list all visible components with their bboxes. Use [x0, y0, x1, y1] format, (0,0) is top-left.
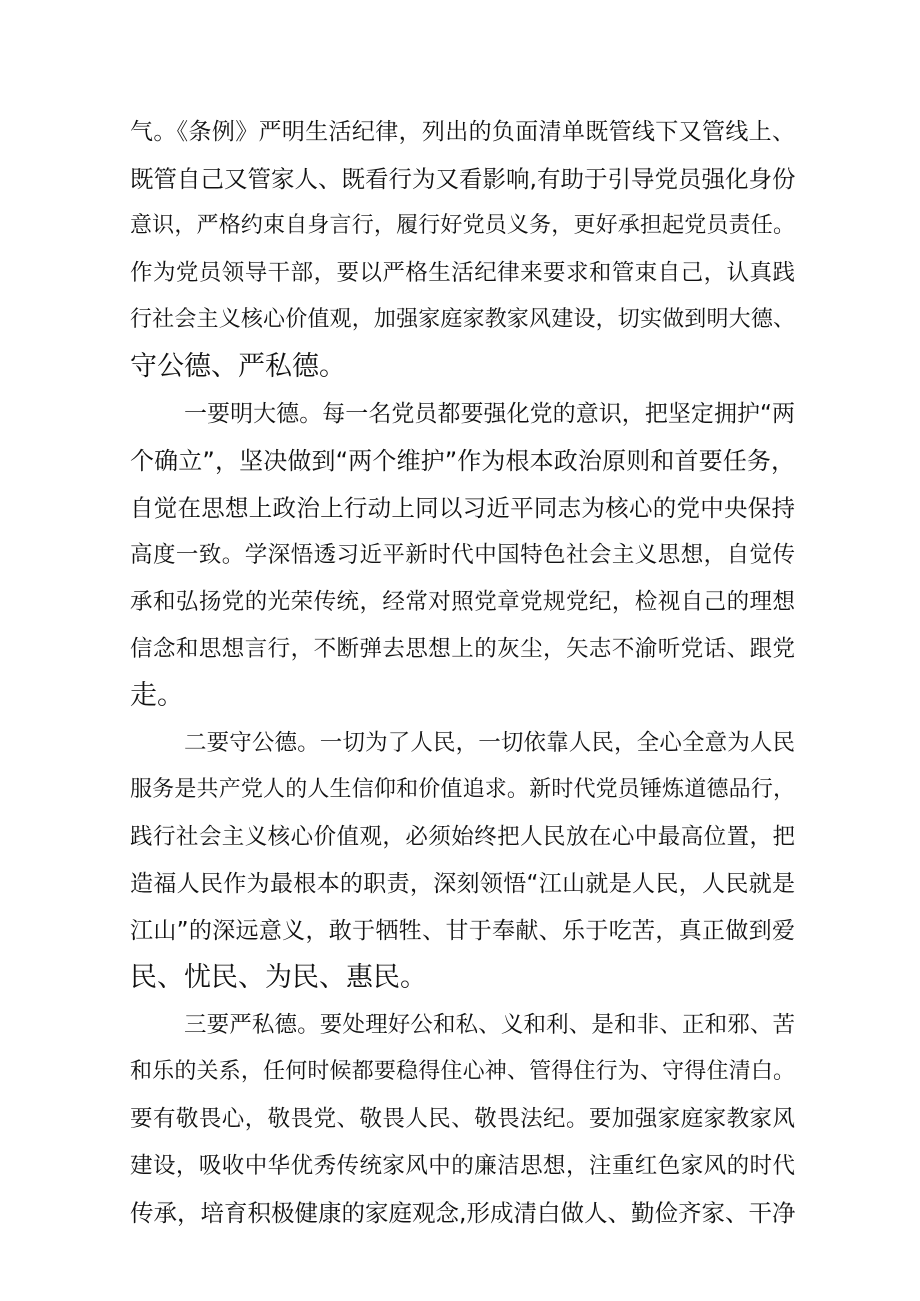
- text-line: 气。《条例》严明生活纪律，列出的负面清单既管线下又管线上、: [130, 119, 795, 145]
- text-line: 作为党员领导干部，要以严格生活纪律来要求和管束自己，认真践: [130, 260, 795, 286]
- text-line: 既管自己又管家人、既看行为又看影响,有助于引导党员强化身份: [130, 165, 796, 193]
- text-line: 信念和思想言行，不断弹去思想上的灰尘，矢志不渝听党话、跟党: [130, 636, 795, 662]
- text-line: 自觉在思想上政治上行动上同以习近平同志为核心的党中央保持: [130, 494, 795, 522]
- text-line: 践行社会主义核心价值观，必须始终把人民放在心中最高位置，把: [130, 824, 795, 850]
- text-line: 承和弘扬党的光荣传统，经常对照党章党规党纪，检视自己的理想: [130, 589, 795, 615]
- text-line: 意识，严格约束自身言行，履行好党员义务，更好承担起党员责任。: [130, 213, 795, 238]
- text-line: 要有敬畏心，敬畏党、敬畏人民、敬畏法纪。要加强家庭家教家风: [130, 1106, 795, 1132]
- text-line: 个确立”，坚决做到“两个维护”作为根本政治原则和首要任务，: [130, 447, 795, 475]
- paragraph-first-line: 三要严私德。要处理好公和私、义和利、是和非、正和邪、苦: [184, 1012, 795, 1038]
- text-line: 江山”的深远意义，敢于牺牲、甘于奉献、乐于吃苦，真正做到爱: [130, 918, 795, 944]
- text-line: 和乐的关系，任何时候都要稳得住心神、管得住行为、守得住清白。: [130, 1059, 795, 1084]
- text-line: 高度一致。学深悟透习近平新时代中国特色社会主义思想，自觉传: [130, 542, 795, 568]
- text-line: 行社会主义核心价值观，加强家庭家教家风建设，切实做到明大德、: [130, 307, 795, 332]
- paragraph-first-line: 一要明大德。每一名党员都要强化党的意识，把坚定拥护“两: [184, 401, 795, 427]
- text-line: 建设，吸收中华优秀传统家风中的廉洁思想，注重红色家风的时代: [130, 1153, 795, 1179]
- text-line: 守公德、严私德。: [130, 351, 346, 382]
- text-line: 传承，培育积极健康的家庭观念,形成清白做人、勤俭齐家、干净: [130, 1199, 796, 1227]
- paragraph-first-line: 二要守公德。一切为了人民，一切依靠人民，全心全意为人民: [184, 730, 795, 756]
- text-line: 造福人民作为最根本的职责，深刻领悟“江山就是人民，人民就是: [130, 871, 795, 897]
- text-line: 走。: [130, 680, 184, 711]
- text-line: 服务是共产党人的人生信仰和价值追求。新时代党员锤炼道德品行，: [130, 777, 795, 802]
- text-line: 民、忧民、为民、惠民。: [130, 962, 427, 993]
